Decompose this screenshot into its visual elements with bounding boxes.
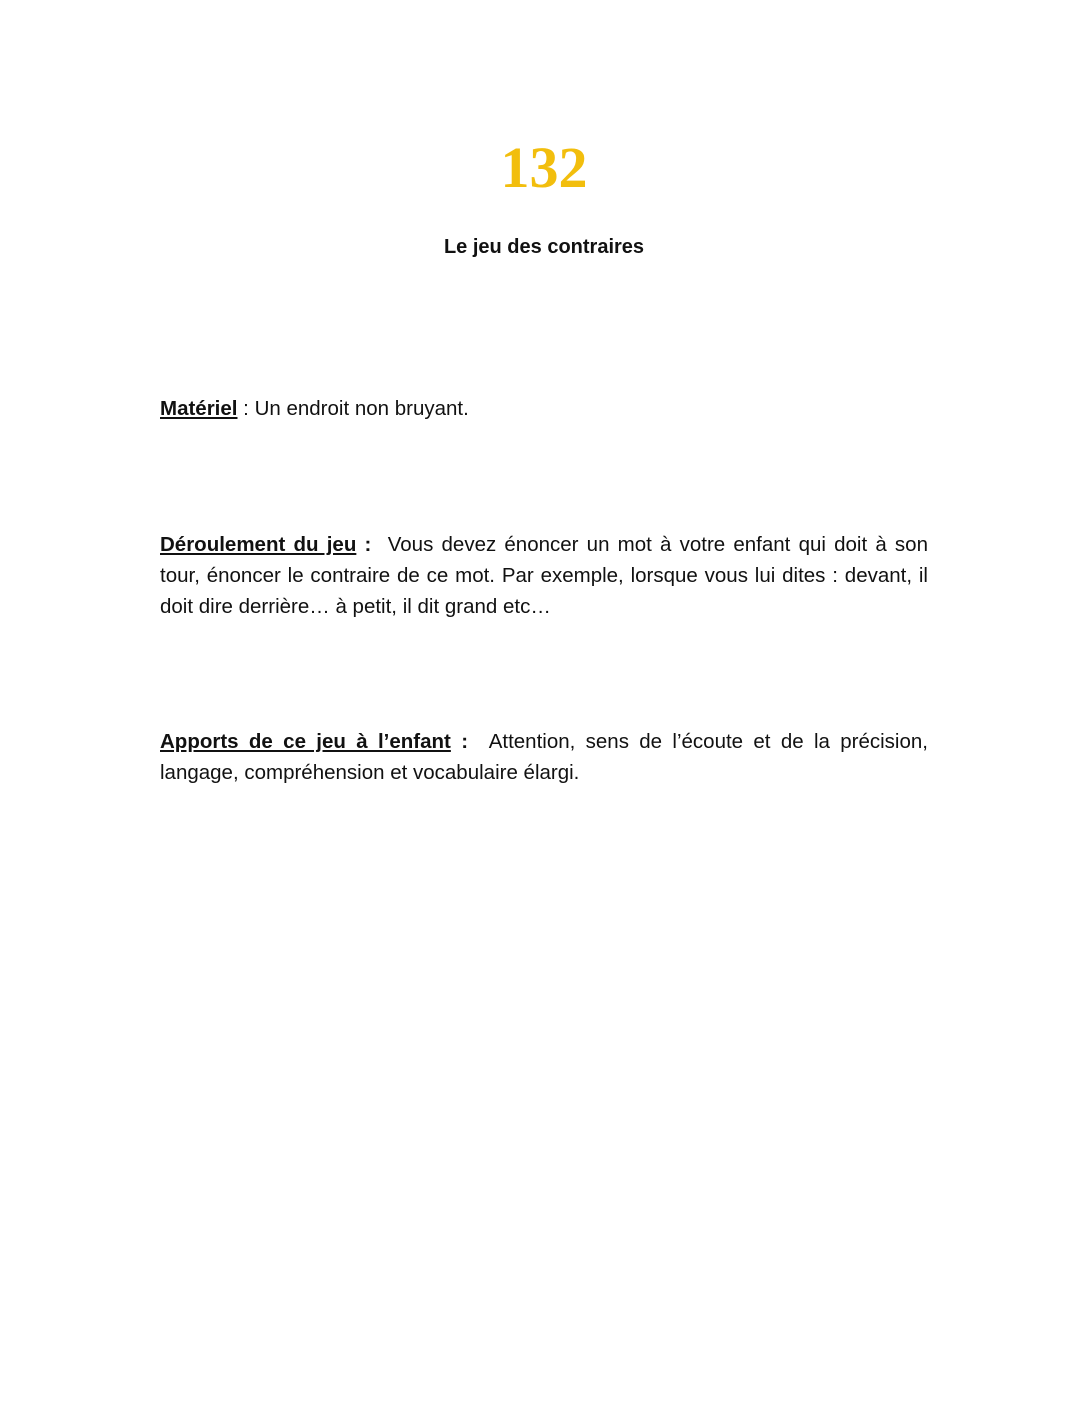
deroulement-label: Déroulement du jeu xyxy=(160,533,357,556)
materiel-separator: : xyxy=(237,397,255,420)
page-title: Le jeu des contraires xyxy=(443,236,645,258)
section-deroulement xyxy=(160,529,928,622)
apports-label: Apports de ce jeu à l’enfant xyxy=(160,730,451,753)
apports-separator: : xyxy=(450,730,489,753)
page-number: 132 xyxy=(500,135,588,200)
deroulement-separator: : xyxy=(356,533,388,556)
section-materiel xyxy=(160,393,928,424)
deroulement-text: Vous devez énoncer un mot à votre enfant qui doit à son tour, énoncer le contraire de ce mot. Par exemple, lorsque vous lui dites : devant, il doit dire derrière… à petit, il dit grand etc… xyxy=(160,533,928,618)
materiel-label: Matériel xyxy=(160,397,238,420)
section-apports xyxy=(160,726,928,788)
apports-text: Attention, sens de l’écoute et de la précision, langage, compréhension et vocabulaire élargi. xyxy=(160,730,928,784)
materiel-text: Un endroit non bruyant. xyxy=(254,397,469,420)
